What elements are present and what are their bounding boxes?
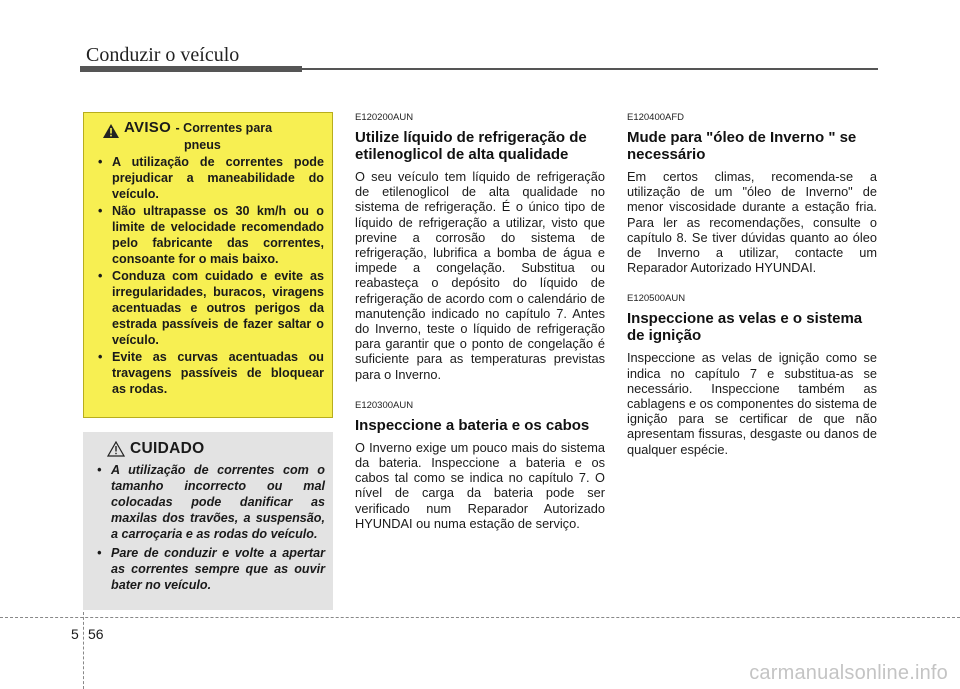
warning-triangle-icon <box>102 123 120 139</box>
section-code: E120400AFD <box>627 112 685 123</box>
caution-list <box>97 462 325 593</box>
section-oil <box>627 112 877 275</box>
section-code: E120500AUN <box>627 293 686 305</box>
section-body: O seu veículo tem líquido de refrigeração de etilenoglicol de alta qualidade no sistema de refrigeração. É o único tipo de líquido de refrigeração a utilizar, visto que previne a corrosão do sistema de refrigeração, lubrifica a bomba de água e impede a congelação. Substitua ou reabasteça o depósito do líquido de refrigeração de acordo com o calendário de manutenção indicado no capítulo 7. Antes do Inverno, teste o líquido de refrigeração para garantir que o ponto de congelação é suficiente para as temperaturas previstas para o Inverno. <box>355 169 605 382</box>
warning-item: • Conduza com cuidado e evite as irregularidades, buracos, viragens acentuadas e outros perigos da estrada passíveis de fazer saltar o veículo. <box>98 268 324 348</box>
warning-box <box>83 112 333 418</box>
section-title: Inspeccione as velas e o sistema de ignição <box>627 310 863 345</box>
caution-triangle-icon <box>107 441 125 457</box>
column-middle <box>355 112 605 549</box>
warning-header <box>102 119 324 139</box>
warning-subtitle-cont: pneus <box>184 138 221 152</box>
section-body: Inspeccione as velas de ignição como se indica no capítulo 7 e substitua-as se necessário. Inspeccione também as cablagens e os componentes do sistema de ignição para se certificar de que não apresentam fissuras, desgaste ou danos de qualquer espécie. <box>627 350 877 457</box>
chapter-number: 5 <box>71 626 79 642</box>
footer-divider <box>83 612 84 689</box>
section-title: Mude para "óleo de Inverno " se necessário <box>627 129 857 163</box>
warning-list <box>98 154 324 397</box>
caution-title: CUIDADO <box>130 440 205 457</box>
page-header-title: Conduzir o veículo <box>86 44 240 66</box>
warning-item: • A utilização de correntes pode prejudicar a maneabilidade do veículo. <box>98 154 324 202</box>
section-spark <box>627 293 877 456</box>
header-rule-thick <box>80 66 302 72</box>
watermark: carmanualsonline.info <box>749 662 948 684</box>
section-body: O Inverno exige um pouco mais do sistema da bateria. Inspeccione a bateria e os cabos tal como se indica no capítulo 7. O nível de carga da bateria pode ser verificado num Reparador Autorizado HYUNDAI ou numa estação de serviço. <box>355 439 605 531</box>
page-number: 56 <box>88 626 104 642</box>
warning-item: • Evite as curvas acentuadas ou travagens passíveis de bloquear as rodas. <box>98 349 324 397</box>
section-coolant <box>355 112 605 382</box>
header-rule-thin <box>300 68 878 70</box>
section-title: Inspeccione a bateria e os cabos <box>355 416 590 434</box>
warning-item: • Não ultrapasse os 30 km/h ou o limite de velocidade recomendado pelo fabricante das correntes, consoante for o mais baixo. <box>98 203 324 267</box>
column-right <box>627 112 877 475</box>
caution-item: • A utilização de correntes com o tamanho incorrecto ou mal colocadas pode danificar as maxilas dos travões, a suspensão, a carroçaria e as rodas do veículo. <box>97 462 325 542</box>
section-body: Em certos climas, recomenda-se a utilização de um "óleo de Inverno" de menor viscosidade durante a estação fria. Para ler as recomendações, consulte o capítulo 8. Se tiver dúvidas quanto ao óleo de Inverno a utilizar, contacte um Reparador Autorizado HYUNDAI. <box>627 169 877 276</box>
section-code: E120200AUN <box>355 112 414 123</box>
caution-item: • Pare de conduzir e volte a apertar as correntes sempre que as ouvir bater no veículo. <box>97 545 325 593</box>
warning-title: AVISO <box>124 119 172 136</box>
warning-subtitle: - Correntes para <box>175 121 273 135</box>
footer-rule <box>0 617 960 618</box>
section-code: E120300AUN <box>355 399 414 411</box>
caution-header <box>107 440 325 458</box>
section-battery <box>355 400 605 531</box>
caution-box <box>83 432 333 610</box>
section-title: Utilize líquido de refrigeração de etilenoglicol de alta qualidade <box>355 129 587 163</box>
